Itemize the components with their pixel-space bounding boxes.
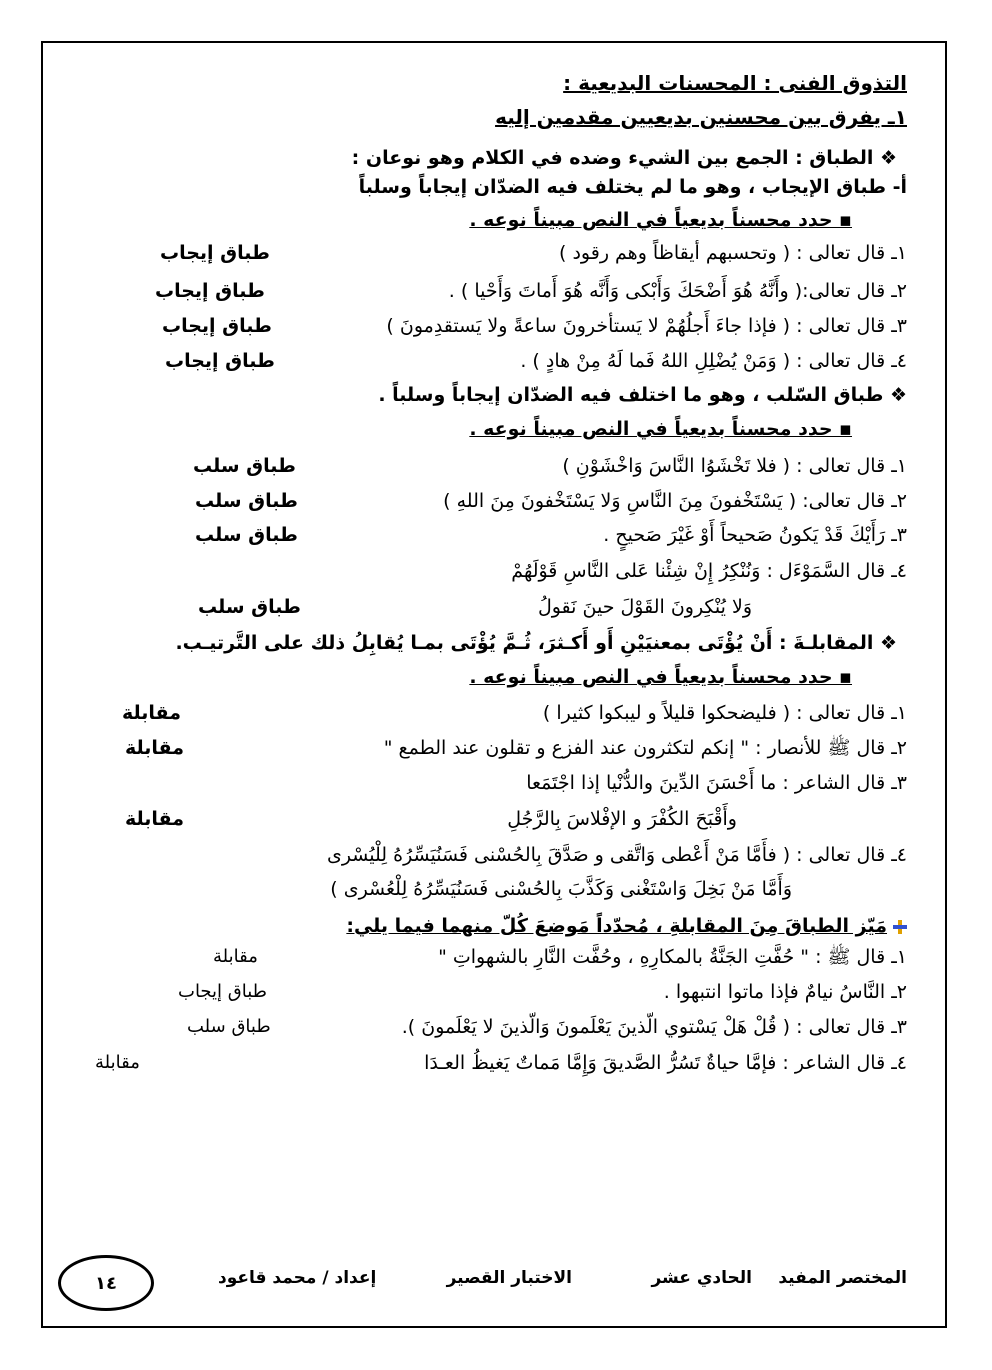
muqabala-answer-2: مقابلة [125, 737, 184, 759]
salb-answer-2: طباق سلب [195, 490, 298, 512]
page-title: التذوق الفنى : المحسنات البديعية : [563, 71, 907, 95]
distinguish-answer-4: مقابلة [95, 1052, 140, 1073]
salb-item-3: ٣ـ رَأَيْكَ قَدْ يَكونُ صَحيحاً أَوْ غَيْرَ صَحيحٍ . [603, 524, 907, 546]
page-number: ١٤ [58, 1255, 154, 1311]
muqabala-definition: ❖ المقابلـةَ : أَنْ يُؤْتَى بمعنيَيْنِ أَو أَكـثرَ، ثُـمَّ يُؤْتَى بمـا يُقابِلُ ذلك على التَّرتيـب. [175, 632, 897, 654]
distinguish-item-1: ١ـ قال ﷺ : " حُفَّتِ الجَنَّةُ بالمكارِهِ ، وحُفَّت النَّارِ بالشهواتِ " [438, 946, 907, 968]
salb-item-4a: ٤ـ قال السَّمَوْءَل : وَنُنْكِرُ إِنْ شِئْنا عَلى النَّاسِ قَوْلَهُمْ [511, 560, 907, 582]
ijab-item-2: ٢ـ قال تعالى:( وأَنَّهُ هُوَ أَضْحَكَ وَأَبْكى وَأَنَّه هُوَ أَماتَ وَأَحْيا ) . [448, 280, 907, 302]
question-heading: ١ـ يفرق بين محسنين بديعيين مقدمين إليه [495, 105, 907, 129]
footer-grade: الحادي عشر [651, 1268, 752, 1288]
footer-author: إعداد / محمد قاعود [218, 1268, 377, 1288]
distinguish-heading [346, 913, 907, 939]
ijab-answer-3: طباق إيجاب [162, 315, 272, 337]
salb-answer-4: طباق سلب [198, 596, 301, 618]
ijab-item-1: ١ـ قال تعالى : ( وتحسبهم أيقاظاً وهم رقود ) [559, 242, 907, 264]
distinguish-text: مَيّز الطباقَ مِنَ المقابلةِ ، مُحدّداً مَوضعَ كُلّ منهما فيما يلي: [346, 915, 887, 937]
plus-bullet-icon [893, 920, 907, 934]
muqabala-item-3a: ٣ـ قال الشاعر : ما أَحْسَنَ الدِّينَ والدُّنْيا إذا اجْتَمَعا [526, 772, 907, 794]
distinguish-answer-1: مقابلة [213, 946, 258, 967]
muqabala-item-4a: ٤ـ قال تعالى : ( فأَمَّا مَنْ أَعْطى وَاتَّقى و صَدَّقَ بِالحُسْنى فَسَنُيَسِّرُهُ لِلْيُسْرى [326, 844, 907, 866]
instruction-3: ▪ حدد محسناً بديعياً في النص مبيناً نوعه . [469, 666, 852, 688]
muqabala-answer-1: مقابلة [122, 702, 181, 724]
ijab-item-3: ٣ـ قال تعالى : ( فإذا جاءَ أَجلُهُمْ لا يَستأخرونَ ساعةً ولا يَستقدِمونَ ) [386, 315, 907, 337]
distinguish-item-3: ٣ـ قال تعالى : ( قُلْ هَلْ يَسْتوي الّذينَ يَعْلَمونَ وَالّذينَ لا يَعْلَمونَ ). [401, 1016, 907, 1038]
distinguish-item-2: ٢ـ النَّاسُ نيامٌ فإذا ماتوا انتبهوا . [663, 981, 907, 1003]
footer-book: المختصر المفيد [778, 1268, 907, 1288]
distinguish-item-4: ٤ـ قال الشاعر : فإمَّا حياةٌ تَسُرُّ الصَّديقَ وَإِمَّا مَماتٌ يَغيظُ العـدَا [424, 1052, 907, 1074]
ijab-answer-4: طباق إيجاب [165, 350, 275, 372]
ijab-answer-1: طباق إيجاب [160, 242, 270, 264]
muqabala-item-1: ١ـ قال تعالى : ( فليضحكوا قليلاً و ليبكوا كثيرا ) [542, 702, 907, 724]
distinguish-answer-3: طباق سلب [187, 1016, 271, 1037]
ijab-answer-2: طباق إيجاب [155, 280, 265, 302]
tibaq-definition: ❖ الطباق : الجمع بين الشيء وضده في الكلام وهو نوعان : [351, 147, 897, 169]
muqabala-item-3b: وأَقْبَحَ الكُفْرَ و الإفْلاسَ بِالرَّجُلِ [507, 808, 737, 830]
muqabala-item-2: ٢ـ قال ﷺ للأنصار : " إنكم لتكثرون عند الفزع و تقلون عند الطمع " [383, 737, 907, 759]
tibaq-ijab-definition: أ- طباق الإيجاب ، وهو ما لم يختلف فيه الضدّان إيجاباً وسلباً [358, 176, 907, 198]
distinguish-answer-2: طباق إيجاب [178, 981, 267, 1002]
muqabala-answer-3: مقابلة [125, 808, 184, 830]
muqabala-item-4b: وَأَمَّا مَنْ بَخِلَ وَاسْتَغْنى وَكَذَّبَ بِالحُسْنى فَسَنُيَسِّرُهُ لِلْعُسْرى ) [330, 878, 792, 900]
instruction-1: ▪ حدد محسناً بديعياً في النص مبيناً نوعه . [469, 209, 852, 231]
salb-item-2: ٢ـ قال تعالى: ( يَسْتَخْفونَ مِنَ النَّاسِ وَلا يَسْتَخْفونَ مِنَ اللهِ ) [443, 490, 907, 512]
salb-answer-3: طباق سلب [195, 524, 298, 546]
instruction-2: ▪ حدد محسناً بديعياً في النص مبيناً نوعه . [469, 418, 852, 440]
salb-answer-1: طباق سلب [193, 455, 296, 477]
salb-item-1: ١ـ قال تعالى : ( فلا تَخْشَوُا النَّاسَ وَاخْشَوْنِ ) [562, 455, 907, 477]
salb-item-4b: وَلا يُنْكِرونَ القَوْلَ حينَ نَقولُ [537, 596, 752, 618]
salb-definition: ❖ طباق السّلب ، وهو ما اختلف فيه الضدّان إيجاباً وسلباً . [378, 384, 907, 406]
footer-test: الاختبار القصير [446, 1268, 572, 1288]
ijab-item-4: ٤ـ قال تعالى : ( وَمَنْ يُضْلِلِ اللهُ فَما لَهُ مِنْ هادٍ ) . [520, 350, 907, 372]
